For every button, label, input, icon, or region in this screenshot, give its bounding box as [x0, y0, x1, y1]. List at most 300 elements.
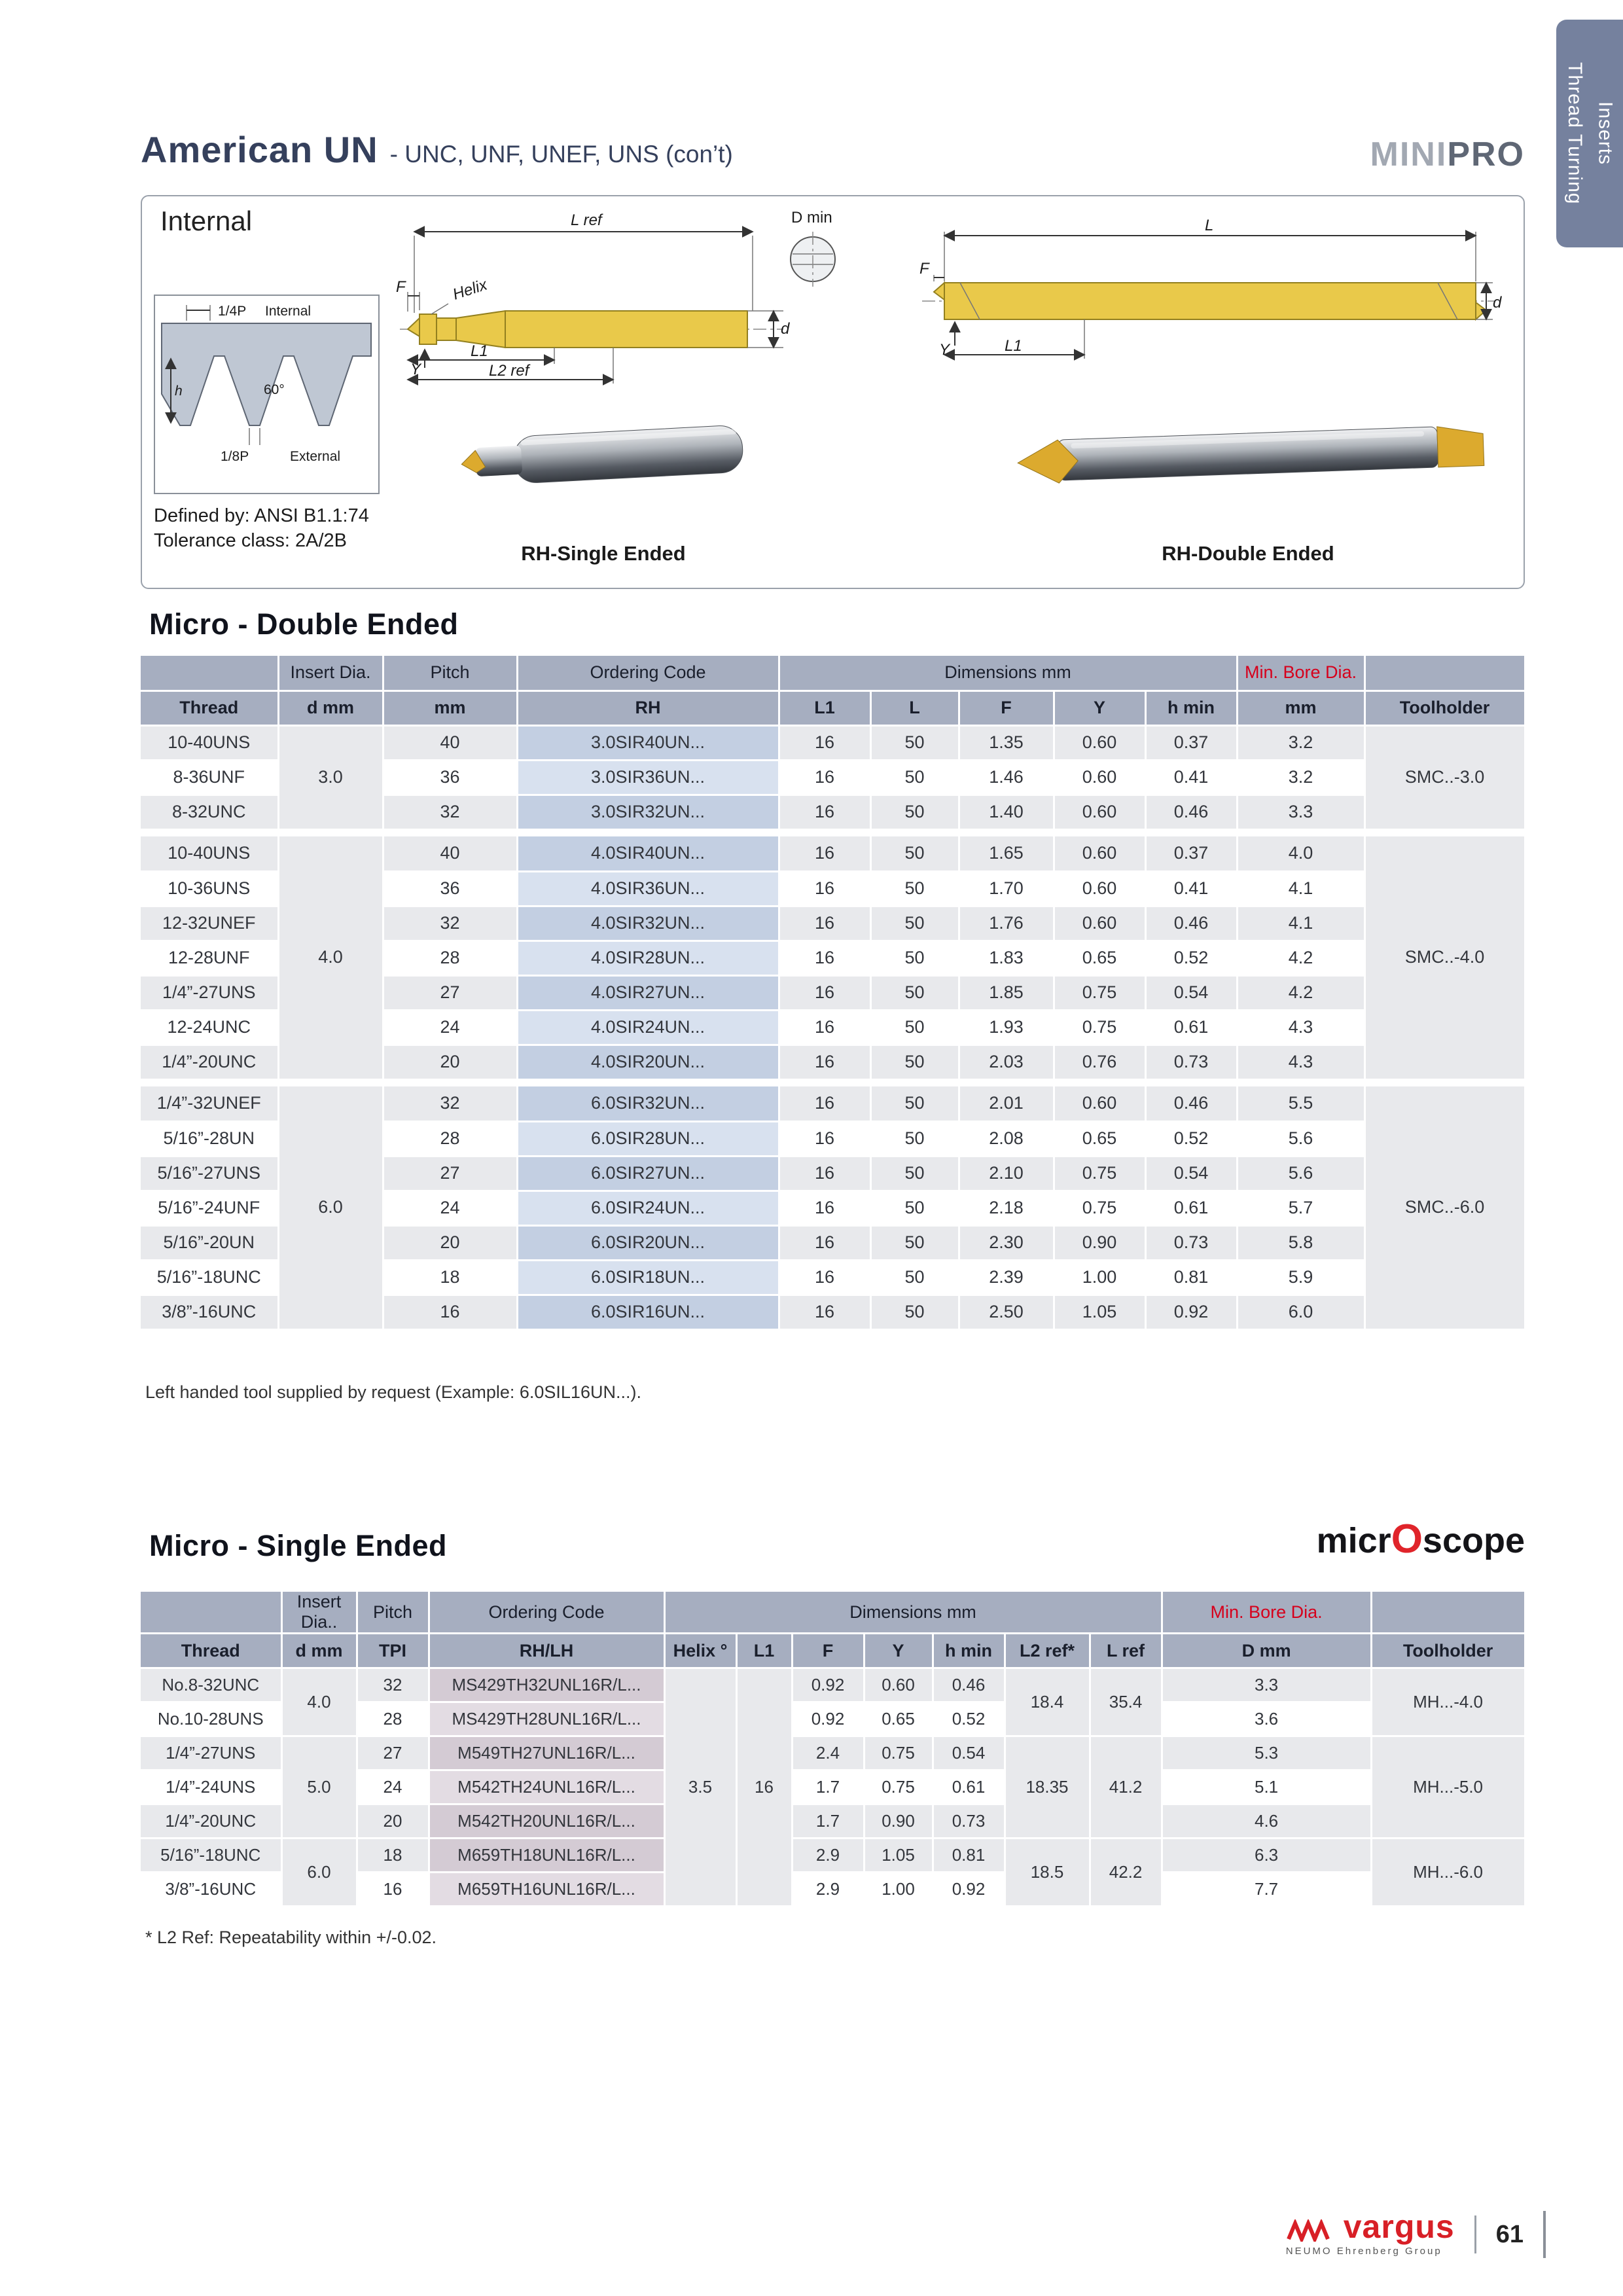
column-header: Toolholder — [1364, 691, 1525, 725]
side-tab-line1: Thread Turning — [1564, 62, 1586, 205]
cell-pitch: 36 — [383, 760, 517, 795]
cell-hmin: 0.92 — [1145, 1295, 1237, 1329]
cell-bore: 3.3 — [1237, 795, 1364, 829]
column-header: F — [792, 1634, 864, 1668]
cell-tpi: 28 — [357, 1702, 429, 1736]
cell-l1: 16 — [779, 975, 870, 1010]
cell-f: 2.01 — [959, 1086, 1054, 1121]
cell-dmm: 4.6 — [1162, 1804, 1371, 1839]
column-header: d mm — [281, 1634, 357, 1668]
cell-tpi: 32 — [357, 1668, 429, 1702]
thread-turning-inserts-tab — [1556, 20, 1623, 247]
cell-f: 1.85 — [959, 975, 1054, 1010]
internal-box-title: Internal — [160, 206, 253, 236]
dim-label-helix: Helix — [450, 276, 490, 304]
cell-toolholder: MH...-4.0 — [1371, 1668, 1525, 1736]
cell-l1: 16 — [779, 941, 870, 975]
cell-pitch: 32 — [383, 1086, 517, 1121]
column-header — [1371, 1592, 1525, 1634]
column-header: Thread — [141, 1634, 281, 1668]
cell-bore: 4.1 — [1237, 906, 1364, 941]
column-header: h min — [1145, 691, 1237, 725]
microscope-logo-post: scope — [1422, 1521, 1525, 1560]
dim-label-d: d — [781, 320, 790, 338]
cell-y: 0.65 — [1054, 1121, 1145, 1156]
dim-label-l-ref: L ref — [571, 211, 602, 229]
label-external: External — [290, 449, 341, 464]
cell-thread: 1/4”-27UNS — [141, 1736, 281, 1770]
single-ended-table-grid — [141, 1592, 1526, 1907]
cell-dmm: 3.3 — [1162, 1668, 1371, 1702]
cell-pitch: 27 — [383, 975, 517, 1010]
cell-tpi: 16 — [357, 1873, 429, 1907]
cell-l1: 16 — [779, 1086, 870, 1121]
cell-thread: 3/8”-16UNC — [141, 1873, 281, 1907]
cell-pitch: 16 — [383, 1295, 517, 1329]
cell-y: 0.90 — [864, 1804, 933, 1839]
cell-toolholder: SMC..-4.0 — [1364, 836, 1525, 1079]
cell-code: MS429TH32UNL16R/L... — [429, 1668, 664, 1702]
cell-thread: 5/16”-27UNS — [141, 1156, 278, 1191]
cell-l: 50 — [870, 1260, 959, 1295]
cell-hmin: 0.81 — [1145, 1260, 1237, 1295]
thread-profile-svg — [155, 296, 378, 493]
cell-l1: 16 — [779, 795, 870, 829]
cell-hmin: 0.61 — [1145, 1191, 1237, 1225]
cell-l: 50 — [870, 871, 959, 906]
cell-l1: 16 — [779, 1295, 870, 1329]
cell-code: 3.0SIR36UN... — [517, 760, 779, 795]
page-title: American UN — [141, 129, 378, 170]
cell-bore: 4.1 — [1237, 871, 1364, 906]
cell-code: 6.0SIR20UN... — [517, 1225, 779, 1260]
cell-dmm: 3.6 — [1162, 1702, 1371, 1736]
label-eighth-pitch: 1/8P — [221, 449, 249, 464]
cell-thread: 1/4”-24UNS — [141, 1770, 281, 1804]
cutting-tip — [408, 318, 419, 336]
cell-y: 0.90 — [1054, 1225, 1145, 1260]
cell-thread: 5/16”-18UNC — [141, 1839, 281, 1873]
column-header: Dimensions mm — [664, 1592, 1162, 1634]
cell-f: 2.10 — [959, 1156, 1054, 1191]
cell-l1: 16 — [779, 1156, 870, 1191]
cell-l1: 16 — [779, 1010, 870, 1045]
cell-thread: 10-40UNS — [141, 836, 278, 871]
cell-l: 50 — [870, 760, 959, 795]
column-header: Pitch — [383, 656, 517, 691]
cell-f: 2.18 — [959, 1191, 1054, 1225]
column-header: RH — [517, 691, 779, 725]
cell-d: 3.0 — [278, 725, 383, 829]
cell-code: 3.0SIR40UN... — [517, 725, 779, 760]
cell-thread: No.8-32UNC — [141, 1668, 281, 1702]
cell-thread: 1/4”-32UNEF — [141, 1086, 278, 1121]
column-header: Thread — [141, 691, 278, 725]
cell-code: 4.0SIR24UN... — [517, 1010, 779, 1045]
cell-f: 2.39 — [959, 1260, 1054, 1295]
cell-hmin: 0.41 — [1145, 871, 1237, 906]
label-quarter-pitch: 1/4P — [218, 304, 247, 319]
cell-l: 50 — [870, 975, 959, 1010]
table-row — [141, 1736, 1525, 1770]
cell-hmin: 0.41 — [1145, 760, 1237, 795]
column-header: TPI — [357, 1634, 429, 1668]
cell-code: M542TH20UNL16R/L... — [429, 1804, 664, 1839]
cell-pitch: 20 — [383, 1225, 517, 1260]
cell-y: 0.75 — [1054, 975, 1145, 1010]
cell-hmin: 0.61 — [933, 1770, 1005, 1804]
single-ended-drawing — [391, 208, 888, 391]
cell-bore: 5.6 — [1237, 1156, 1364, 1191]
cell-y: 0.65 — [864, 1702, 933, 1736]
cell-pitch: 32 — [383, 795, 517, 829]
label-h: h — [175, 384, 183, 399]
minipro-logo-pro: PRO — [1447, 135, 1525, 173]
cell-l2ref: 18.5 — [1005, 1839, 1090, 1907]
column-header: Insert Dia.. — [281, 1592, 357, 1634]
cell-l1: 16 — [779, 725, 870, 760]
cell-pitch: 40 — [383, 836, 517, 871]
footer-divider — [1474, 2215, 1476, 2253]
cell-l1: 16 — [779, 1121, 870, 1156]
column-header: Helix ° — [664, 1634, 736, 1668]
cell-f: 1.7 — [792, 1770, 864, 1804]
cell-code: M659TH18UNL16R/L... — [429, 1839, 664, 1873]
dim-label-l1: L1 — [471, 342, 488, 360]
double-ended-body — [944, 283, 1476, 319]
cell-lref: 35.4 — [1090, 1668, 1162, 1736]
section-heading-single-ended: Micro - Single Ended — [149, 1529, 448, 1562]
cell-pitch: 32 — [383, 906, 517, 941]
label-60-degrees: 60° — [264, 382, 285, 397]
column-header — [141, 1592, 281, 1634]
cell-y: 0.60 — [1054, 871, 1145, 906]
dim-label-l: L — [1205, 217, 1214, 234]
cell-y: 1.00 — [1054, 1260, 1145, 1295]
cell-bore: 4.0 — [1237, 836, 1364, 871]
cell-y: 0.65 — [1054, 941, 1145, 975]
group-gap-row — [141, 829, 1525, 836]
cell-code: 6.0SIR18UN... — [517, 1260, 779, 1295]
table-row — [141, 725, 1525, 760]
cell-f: 2.30 — [959, 1225, 1054, 1260]
cell-tpi: 18 — [357, 1839, 429, 1873]
cell-hmin: 0.46 — [1145, 1086, 1237, 1121]
cell-thread: 12-28UNF — [141, 941, 278, 975]
cell-bore: 6.0 — [1237, 1295, 1364, 1329]
tolerance-text: Tolerance class: 2A/2B — [154, 530, 347, 551]
cell-thread: 5/16”-24UNF — [141, 1191, 278, 1225]
cell-pitch: 24 — [383, 1010, 517, 1045]
cell-thread: 5/16”-28UN — [141, 1121, 278, 1156]
label-internal: Internal — [265, 304, 312, 319]
cell-y: 0.60 — [864, 1668, 933, 1702]
cell-y: 0.75 — [1054, 1156, 1145, 1191]
cell-l1: 16 — [779, 906, 870, 941]
double-ended-table-grid — [141, 656, 1526, 1331]
minipro-logo — [1370, 135, 1525, 174]
dim-label-y: Y — [410, 361, 421, 378]
cell-l: 50 — [870, 1045, 959, 1079]
cell-l1: 16 — [779, 1260, 870, 1295]
cell-hmin: 0.52 — [1145, 1121, 1237, 1156]
cell-l2ref: 18.35 — [1005, 1736, 1090, 1839]
cell-pitch: 18 — [383, 1260, 517, 1295]
column-header: Min. Bore Dia. — [1162, 1592, 1371, 1634]
cell-y: 0.60 — [1054, 795, 1145, 829]
cell-l: 50 — [870, 1121, 959, 1156]
cell-toolholder: SMC..-6.0 — [1364, 1086, 1525, 1329]
cell-y: 1.00 — [864, 1873, 933, 1907]
cell-pitch: 28 — [383, 1121, 517, 1156]
page-subtitle: - UNC, UNF, UNEF, UNS (con’t) — [389, 141, 733, 168]
cell-thread: 12-32UNEF — [141, 906, 278, 941]
cell-hmin: 0.54 — [933, 1736, 1005, 1770]
dim-label-l1-2: L1 — [1005, 337, 1022, 355]
cell-d: 4.0 — [281, 1668, 357, 1736]
cell-f: 2.4 — [792, 1736, 864, 1770]
cell-hmin: 0.46 — [933, 1668, 1005, 1702]
cell-hmin: 0.73 — [1145, 1225, 1237, 1260]
cell-l1: 16 — [779, 871, 870, 906]
cell-code: 4.0SIR20UN... — [517, 1045, 779, 1079]
table-row — [141, 836, 1525, 871]
page-title-row — [141, 128, 733, 171]
vargus-logo — [1285, 2208, 1455, 2257]
dim-label-f2: F — [919, 260, 929, 278]
cell-thread: 8-36UNF — [141, 760, 278, 795]
cell-l1: 16 — [779, 760, 870, 795]
cell-l: 50 — [870, 906, 959, 941]
cell-dmm: 7.7 — [1162, 1873, 1371, 1907]
cell-bore: 5.9 — [1237, 1260, 1364, 1295]
column-header: F — [959, 691, 1054, 725]
cell-code: M542TH24UNL16R/L... — [429, 1770, 664, 1804]
dim-label-l2-ref: L2 ref — [489, 362, 529, 380]
cell-hmin: 0.46 — [1145, 795, 1237, 829]
cell-bore: 5.8 — [1237, 1225, 1364, 1260]
cell-f: 2.50 — [959, 1295, 1054, 1329]
cell-code: 6.0SIR24UN... — [517, 1191, 779, 1225]
cell-code: 4.0SIR28UN... — [517, 941, 779, 975]
cell-l: 50 — [870, 725, 959, 760]
dim-label-d-min: D min — [791, 209, 832, 226]
cell-f: 1.76 — [959, 906, 1054, 941]
microscope-logo-pre: micr — [1316, 1521, 1391, 1560]
cell-f: 1.46 — [959, 760, 1054, 795]
cell-code: 4.0SIR27UN... — [517, 975, 779, 1010]
column-header: Ordering Code — [429, 1592, 664, 1634]
cell-code: 3.0SIR32UN... — [517, 795, 779, 829]
cell-y: 0.60 — [1054, 836, 1145, 871]
table-row — [141, 1839, 1525, 1873]
cell-y: 0.75 — [1054, 1010, 1145, 1045]
cell-y: 0.76 — [1054, 1045, 1145, 1079]
single-ended-tool-photo — [456, 398, 751, 516]
cell-dmm: 5.3 — [1162, 1736, 1371, 1770]
cell-bore: 4.3 — [1237, 1045, 1364, 1079]
cell-hmin: 0.73 — [1145, 1045, 1237, 1079]
cell-thread: 3/8”-16UNC — [141, 1295, 278, 1329]
internal-box — [141, 195, 1525, 589]
caption-double-ended: RH-Double Ended — [1162, 542, 1334, 565]
column-header: h min — [933, 1634, 1005, 1668]
cell-code: M659TH16UNL16R/L... — [429, 1873, 664, 1907]
double-ended-tool-photo — [986, 393, 1510, 517]
cell-l1: 16 — [779, 1191, 870, 1225]
cell-bore: 3.2 — [1237, 760, 1364, 795]
cell-l: 50 — [870, 941, 959, 975]
cell-code: 6.0SIR28UN... — [517, 1121, 779, 1156]
cell-hmin: 0.92 — [933, 1873, 1005, 1907]
cell-hmin: 0.54 — [1145, 1156, 1237, 1191]
cell-dmm: 5.1 — [1162, 1770, 1371, 1804]
cell-code: 6.0SIR27UN... — [517, 1156, 779, 1191]
cell-thread: 5/16”-18UNC — [141, 1260, 278, 1295]
column-header: D mm — [1162, 1634, 1371, 1668]
double-ended-table — [141, 656, 1526, 1331]
cell-code: MS429TH28UNL16R/L... — [429, 1702, 664, 1736]
page-footer — [1286, 2207, 1546, 2262]
column-header: Y — [864, 1634, 933, 1668]
cell-bore: 4.3 — [1237, 1010, 1364, 1045]
column-header: Pitch — [357, 1592, 429, 1634]
cell-lref: 41.2 — [1090, 1736, 1162, 1839]
column-header: Y — [1054, 691, 1145, 725]
double-ended-drawing — [914, 216, 1503, 373]
l2-ref-footnote: * L2 Ref: Repeatability within +/-0.02. — [145, 1928, 437, 1947]
cell-bore: 5.5 — [1237, 1086, 1364, 1121]
cell-lref: 42.2 — [1090, 1839, 1162, 1907]
cell-code: 4.0SIR36UN... — [517, 871, 779, 906]
cell-code: 4.0SIR40UN... — [517, 836, 779, 871]
cell-thread: 10-36UNS — [141, 871, 278, 906]
table-row — [141, 1668, 1525, 1702]
cell-d: 4.0 — [278, 836, 383, 1079]
cell-y: 0.75 — [864, 1736, 933, 1770]
cell-hmin: 0.52 — [933, 1702, 1005, 1736]
side-tab-line2: Inserts — [1594, 101, 1616, 166]
left-handed-note: Left handed tool supplied by request (Example: 6.0SIL16UN...). — [145, 1382, 641, 1402]
cell-f: 1.83 — [959, 941, 1054, 975]
footer-edge-mark — [1543, 2211, 1546, 2258]
thread-profile-diagram — [154, 295, 380, 494]
cell-hmin: 0.81 — [933, 1839, 1005, 1873]
vargus-logo-subtext: NEUMO Ehrenberg Group — [1285, 2246, 1442, 2257]
cell-thread: 8-32UNC — [141, 795, 278, 829]
dim-label-d2: d — [1493, 294, 1502, 312]
column-header: Ordering Code — [517, 656, 779, 691]
cell-pitch: 36 — [383, 871, 517, 906]
group-gap-row — [141, 1079, 1525, 1086]
cell-y: 0.75 — [864, 1770, 933, 1804]
cell-bore: 4.2 — [1237, 975, 1364, 1010]
cell-hmin: 0.61 — [1145, 1010, 1237, 1045]
cell-f: 2.03 — [959, 1045, 1054, 1079]
cell-pitch: 20 — [383, 1045, 517, 1079]
cell-f: 1.7 — [792, 1804, 864, 1839]
cell-l1: 16 — [779, 1225, 870, 1260]
cell-tpi: 24 — [357, 1770, 429, 1804]
cell-thread: 12-24UNC — [141, 1010, 278, 1045]
column-header: RH/LH — [429, 1634, 664, 1668]
column-header: Insert Dia. — [278, 656, 383, 691]
column-header: L — [870, 691, 959, 725]
cell-l: 50 — [870, 795, 959, 829]
cell-dmm: 6.3 — [1162, 1839, 1371, 1873]
cell-hmin: 0.37 — [1145, 725, 1237, 760]
cell-l: 50 — [870, 1156, 959, 1191]
cell-thread: 1/4”-20UNC — [141, 1045, 278, 1079]
cell-pitch: 28 — [383, 941, 517, 975]
microscope-logo — [1317, 1516, 1525, 1562]
cell-thread: No.10-28UNS — [141, 1702, 281, 1736]
cell-pitch: 27 — [383, 1156, 517, 1191]
cell-code: 4.0SIR32UN... — [517, 906, 779, 941]
cell-tpi: 27 — [357, 1736, 429, 1770]
cell-y: 1.05 — [864, 1839, 933, 1873]
cell-bore: 3.2 — [1237, 725, 1364, 760]
dim-label-f: F — [396, 278, 406, 296]
cell-f: 1.70 — [959, 871, 1054, 906]
cell-bore: 5.7 — [1237, 1191, 1364, 1225]
column-header: mm — [383, 691, 517, 725]
cell-hmin: 0.52 — [1145, 941, 1237, 975]
cell-toolholder: MH...-6.0 — [1371, 1839, 1525, 1907]
cell-toolholder: MH...-5.0 — [1371, 1736, 1525, 1839]
cell-bore: 5.6 — [1237, 1121, 1364, 1156]
section-heading-double-ended: Micro - Double Ended — [149, 607, 459, 641]
cell-pitch: 40 — [383, 725, 517, 760]
table-row — [141, 1086, 1525, 1121]
cell-thread: 1/4”-27UNS — [141, 975, 278, 1010]
cell-helix: 3.5 — [664, 1668, 736, 1907]
cell-hmin: 0.54 — [1145, 975, 1237, 1010]
cell-d: 5.0 — [281, 1736, 357, 1839]
cell-code: M549TH27UNL16R/L... — [429, 1736, 664, 1770]
cell-l: 50 — [870, 1086, 959, 1121]
microscope-logo-o: O — [1391, 1516, 1423, 1562]
cell-toolholder: SMC..-3.0 — [1364, 725, 1525, 829]
cell-pitch: 24 — [383, 1191, 517, 1225]
column-header: L2 ref* — [1005, 1634, 1090, 1668]
cell-tpi: 20 — [357, 1804, 429, 1839]
cell-y: 0.60 — [1054, 760, 1145, 795]
column-header — [141, 656, 278, 691]
cell-f: 0.92 — [792, 1702, 864, 1736]
cell-l1: 16 — [736, 1668, 792, 1907]
cell-y: 1.05 — [1054, 1295, 1145, 1329]
dim-label-y2: Y — [939, 341, 950, 359]
cell-l: 50 — [870, 1225, 959, 1260]
cell-f: 1.35 — [959, 725, 1054, 760]
single-ended-table — [141, 1592, 1526, 1907]
cell-l1: 16 — [779, 1045, 870, 1079]
cell-y: 0.75 — [1054, 1191, 1145, 1225]
cell-bore: 4.2 — [1237, 941, 1364, 975]
cell-f: 2.08 — [959, 1121, 1054, 1156]
cell-y: 0.60 — [1054, 906, 1145, 941]
cell-code: 6.0SIR16UN... — [517, 1295, 779, 1329]
cell-f: 2.9 — [792, 1839, 864, 1873]
cell-l1: 16 — [779, 836, 870, 871]
cell-f: 0.92 — [792, 1668, 864, 1702]
cell-hmin: 0.46 — [1145, 906, 1237, 941]
cell-hmin: 0.37 — [1145, 836, 1237, 871]
column-header: mm — [1237, 691, 1364, 725]
vargus-logo-mark — [1286, 2219, 1338, 2242]
column-header — [1364, 656, 1525, 691]
